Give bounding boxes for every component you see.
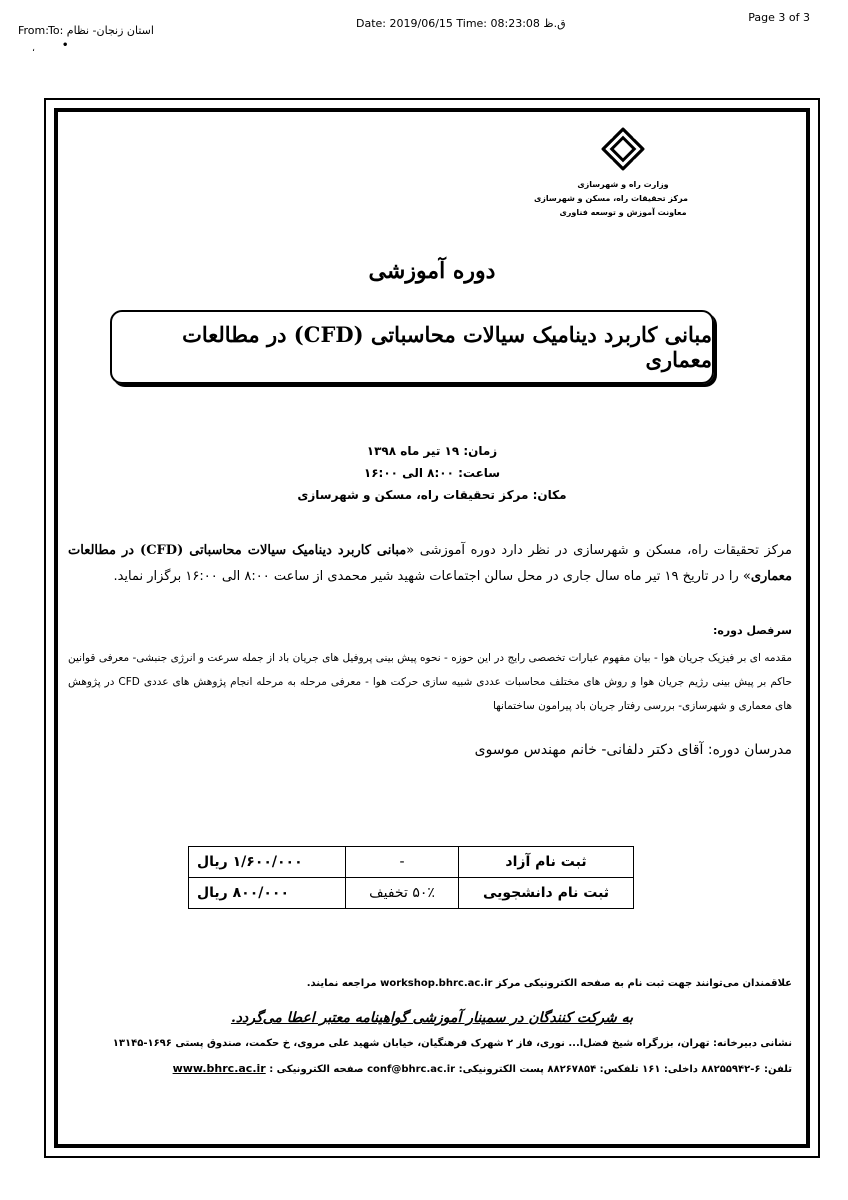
course-place: مکان: مرکز تحقیقات راه، مسکن و شهرسازی [297,488,567,502]
course-info [58,440,806,506]
org-line-ministry: وزارت راه و شهرسازی [577,180,669,189]
fee-discount: ۵۰٪ تخفیف [346,878,459,909]
document-outer-frame [44,98,820,1158]
organization-name [533,178,688,220]
contact-info [68,1062,792,1075]
course-label: دوره آموزشی [368,258,496,284]
fax-header [0,0,848,60]
intro-paragraph [68,538,792,590]
fax-from-label: From: [18,24,49,37]
table-row [189,847,634,878]
course-hours: ساعت: ۸:۰۰ الی ۱۶:۰۰ [363,466,501,480]
instructors: مدرسان دوره: آقای دکتر دلفانی- خانم مهندس موسوی [474,742,792,758]
fax-date-time: Date: 2019/06/15 Time: 08:23:08 ق.ظ [356,17,566,30]
fee-label: ثبت نام دانشجویی [459,878,634,909]
fax-mark: ، [32,44,35,54]
certificate-note: به شرکت کنندگان در سمینار آموزشی گواهینامه معتبر اعطا می‌گردد. [230,1010,634,1026]
intro-text-end: » را در تاریخ ۱۹ تیر ماه سال جاری در محل سالن اجتماعات شهید شیر محمدی از ساعت ۸:۰۰ الی ۱۶:۰۰ برگزار نماید. [113,569,751,584]
course-title: مبانی کاربرد دینامیک سیالات محاسباتی (CFD) در مطالعات معماری [182,322,712,372]
fee-discount: - [346,847,459,878]
fax-to-label: To: [48,24,64,37]
course-date: زمان: ۱۹ تیر ماه ۱۳۹۸ [366,444,498,458]
bhrc-logo-icon [600,126,646,172]
org-line-center: مرکز تحقیقات راه، مسکن و شهرسازی [533,194,688,203]
fax-page-number: Page 3 of 3 [748,11,810,24]
fee-table [188,846,634,909]
fax-to-value: استان زنجان- نظام [66,24,154,37]
intro-course-name: مبانی کاربرد دینامیک سیالات محاسباتی (CFD) در مطالعات معماری [68,543,792,584]
organization-logo [533,126,688,220]
intro-text-start: مرکز تحقیقات راه، مسکن و شهرسازی در نظر دارد دوره آموزشی « [406,543,792,558]
contact-details: تلفن: ۶-۸۸۲۵۵۹۴۲ داخلی: ۱۶۱ تلفکس: ۸۸۲۶۷۸۵۴ پست الکترونیکی: conf@bhrc.ac.ir صفحه الکترونیکی : [269,1064,792,1075]
syllabus-title: سرفصل دوره: [712,624,792,637]
table-row [189,878,634,909]
document-inner-frame [54,108,810,1148]
registration-note: علاقمندان می‌توانند جهت ثبت نام به صفحه الکترونیکی مرکز workshop.bhrc.ac.ir مراجعه نمایند. [306,978,792,989]
fax-to-field [48,24,154,37]
fee-price: ۸۰۰/۰۰۰ ریال [189,878,346,909]
course-title-box [110,310,714,384]
secretariat-address: نشانی دبیرخانه: تهران، بزرگراه شیخ فضل‌ا... نوری، فاز ۲ شهرک فرهنگیان، خیابان شهید علی مروی، خ حکمت، صندوق پستی ۱۶۹۶-۱۳۱۴۵ [112,1038,792,1049]
website-link[interactable]: www.bhrc.ac.ir [172,1062,266,1075]
syllabus-text: مقدمه ای بر فیزیک جریان هوا - بیان مفهوم عبارات تخصصی رایج در این حوزه - نحوه پیش بینی پروفیل های جریان باد از جمله سرعت و انرژی جنبشی- معرفی قوانین حاکم بر پیش بینی رژیم جریان هوا و روش های مختلف محاسبات عددی شبیه سازی حرکت هوا - معرفی مرحله به مرحله انجام پژوهش های عددی CFD در پژوهش های معماری و شهرسازی- بررسی رفتار جریان باد پیرامون ساختمانها [68,652,792,712]
fee-price: ۱/۶۰۰/۰۰۰ ریال [189,847,346,878]
fee-label: ثبت نام آزاد [459,847,634,878]
org-line-department: معاونت آموزش و توسعه فناوری [559,208,687,217]
fax-dot: • [62,40,69,51]
